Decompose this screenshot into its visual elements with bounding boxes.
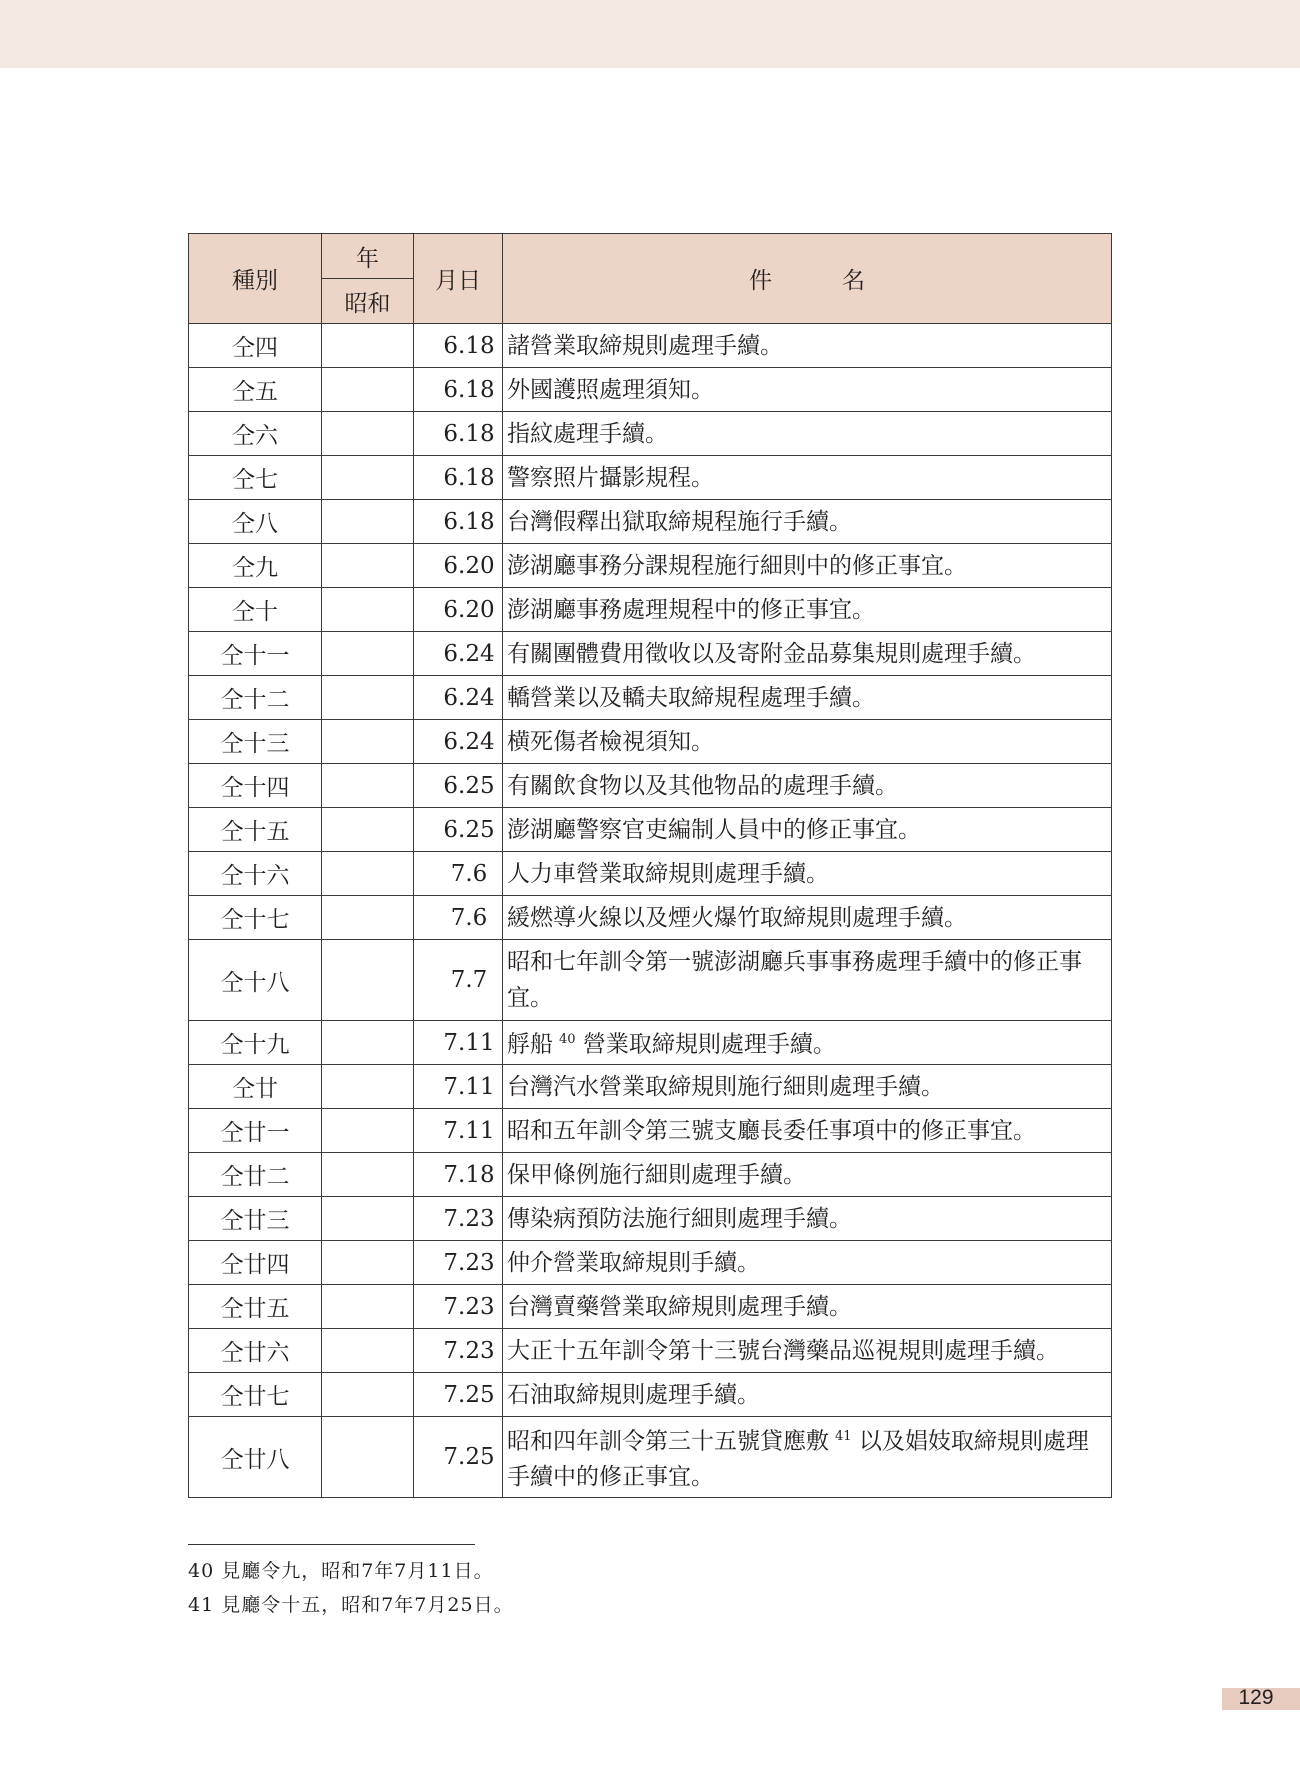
footnote-40: 40 見廳令九，昭和7年7月11日。 [188,1560,494,1582]
row-title-text: 外國護照處理須知。 [507,376,714,403]
row-title-text: 有關飲食物以及其他物品的處理手續。 [507,772,898,799]
row-year [322,1329,414,1373]
row-year [322,764,414,808]
row-title-text: 澎湖廳事務分課規程施行細則中的修正事宜。 [507,552,967,579]
row-title [503,852,1112,896]
footnote-marker: 41 [835,1428,852,1444]
row-title [503,1285,1112,1329]
table-row [189,368,1112,412]
table-row [189,1241,1112,1285]
table-row [189,1329,1112,1373]
table-row [189,544,1112,588]
row-title-text: 台灣賣藥營業取締規則處理手續。 [507,1293,852,1320]
table-row [189,456,1112,500]
row-year [322,500,414,544]
row-category: 仝十二 [189,676,322,720]
row-year [322,808,414,852]
row-year [322,1285,414,1329]
row-date: 6.24 [414,676,503,720]
row-date: 6.25 [414,764,503,808]
table-body [189,324,1112,1498]
row-year [322,1065,414,1109]
table-row [189,676,1112,720]
table-row [189,324,1112,368]
row-category: 仝廿四 [189,1241,322,1285]
row-title-text: 台灣汽水營業取締規則施行細則處理手續。 [507,1073,944,1100]
row-title-text: 石油取締規則處理手續。 [507,1381,760,1408]
row-year [322,1109,414,1153]
row-title-text: 有關團體費用徵收以及寄附金品募集規則處理手續。 [507,640,1036,667]
header-category: 種別 [189,234,322,324]
row-title [503,940,1112,1021]
row-date: 6.24 [414,720,503,764]
row-year [322,1417,414,1498]
table-row [189,940,1112,1021]
row-year [322,412,414,456]
header-date: 月日 [414,234,503,324]
table-row [189,1197,1112,1241]
row-category: 仝廿 [189,1065,322,1109]
row-title [503,1021,1112,1065]
row-title [503,500,1112,544]
row-title [503,1109,1112,1153]
row-date: 6.20 [414,544,503,588]
table-row [189,500,1112,544]
order-register-table [188,233,1112,1498]
row-year [322,544,414,588]
row-year [322,632,414,676]
row-date: 7.6 [414,852,503,896]
row-title [503,1329,1112,1373]
row-title [503,412,1112,456]
row-title [503,324,1112,368]
footnote-marker: 40 [559,1032,576,1048]
row-date: 7.23 [414,1197,503,1241]
table-row [189,808,1112,852]
row-title [503,632,1112,676]
row-category: 仝十七 [189,896,322,940]
row-date: 6.18 [414,500,503,544]
row-title-text: 昭和七年訓令第一號澎湖廳兵事事務處理手續中的修正事宜。 [507,949,1082,1011]
row-title [503,368,1112,412]
table-row [189,852,1112,896]
row-date: 6.24 [414,632,503,676]
row-date: 7.7 [414,940,503,1021]
row-category: 仝六 [189,412,322,456]
row-year [322,324,414,368]
row-year [322,456,414,500]
table-row [189,412,1112,456]
row-date: 7.23 [414,1241,503,1285]
row-category: 仝十 [189,588,322,632]
row-title-text: 人力車營業取締規則處理手續。 [507,860,829,887]
row-category: 仝廿七 [189,1373,322,1417]
row-category: 仝十六 [189,852,322,896]
row-title [503,588,1112,632]
row-category: 仝十四 [189,764,322,808]
row-category: 仝四 [189,324,322,368]
row-title-text: 緩燃導火線以及煙火爆竹取締規則處理手續。 [507,904,967,931]
row-title-text-rest: 營業取締規則處理手續。 [575,1031,836,1058]
row-category: 仝七 [189,456,322,500]
row-title-text-rest: 以及娼妓取締規則處理手續中的修正事宜。 [507,1428,1089,1491]
table-row [189,1285,1112,1329]
row-category: 仝八 [189,500,322,544]
row-date: 6.18 [414,412,503,456]
row-category: 仝十三 [189,720,322,764]
row-title-text: 台灣假釋出獄取締規程施行手續。 [507,508,852,535]
row-category: 仝廿二 [189,1153,322,1197]
row-category: 仝廿六 [189,1329,322,1373]
footnote-41: 41 見廳令十五，昭和7年7月25日。 [188,1594,514,1616]
row-title-text: 大正十五年訓令第十三號台灣藥品巡視規則處理手續。 [507,1337,1059,1364]
row-title-text: 保甲條例施行細則處理手續。 [507,1161,806,1188]
row-title-text: 昭和四年訓令第三十五號貸應敷 [507,1428,829,1455]
table-row [189,1109,1112,1153]
row-title-text: 澎湖廳警察官吏編制人員中的修正事宜。 [507,816,921,843]
header-year: 年 [322,234,414,279]
row-category: 仝五 [189,368,322,412]
row-year [322,1153,414,1197]
row-title [503,676,1112,720]
row-year [322,940,414,1021]
table-row [189,1021,1112,1065]
row-date: 7.23 [414,1285,503,1329]
row-title-text: 澎湖廳事務處理規程中的修正事宜。 [507,596,875,623]
row-year [322,1373,414,1417]
row-year [322,588,414,632]
table-row [189,1417,1112,1498]
top-color-band [0,0,1300,68]
row-year [322,896,414,940]
row-title-text: 警察照片攝影規程。 [507,464,714,491]
row-date: 7.18 [414,1153,503,1197]
row-category: 仝廿一 [189,1109,322,1153]
row-title [503,1373,1112,1417]
table-row [189,632,1112,676]
row-date: 7.11 [414,1021,503,1065]
row-title-text: 傳染病預防法施行細則處理手續。 [507,1205,852,1232]
row-title [503,764,1112,808]
row-category: 仝十一 [189,632,322,676]
table-row [189,588,1112,632]
row-date: 6.18 [414,368,503,412]
row-category: 仝九 [189,544,322,588]
row-category: 仝十五 [189,808,322,852]
row-title-text: 諸營業取締規則處理手續。 [507,332,783,359]
row-title-text: 昭和五年訓令第三號支廳長委任事項中的修正事宜。 [507,1117,1036,1144]
table-row [189,896,1112,940]
table-row [189,1373,1112,1417]
row-title-text: 指紋處理手續。 [507,420,668,447]
row-year [322,368,414,412]
table-row [189,764,1112,808]
row-title [503,1153,1112,1197]
row-title [503,1197,1112,1241]
row-category: 仝廿三 [189,1197,322,1241]
row-year [322,1021,414,1065]
row-title [503,896,1112,940]
row-year [322,1197,414,1241]
row-title [503,1065,1112,1109]
row-category: 仝廿八 [189,1417,322,1498]
row-year [322,852,414,896]
row-category: 仝十八 [189,940,322,1021]
table-row [189,1153,1112,1197]
row-title-text: 轎營業以及轎夫取締規程處理手續。 [507,684,875,711]
table-row [189,1065,1112,1109]
header-title: 件名 [503,234,1112,324]
footnote-rule [188,1544,475,1545]
page-number: 129 [1238,1686,1274,1709]
row-year [322,1241,414,1285]
row-title [503,1241,1112,1285]
row-date: 7.25 [414,1417,503,1498]
row-title-text: 横死傷者檢視須知。 [507,728,714,755]
row-date: 6.20 [414,588,503,632]
row-date: 7.11 [414,1109,503,1153]
row-title-text: 艀船 [507,1031,553,1058]
table-header [189,234,1112,324]
row-title-text: 仲介營業取締規則手續。 [507,1249,760,1276]
row-date: 6.18 [414,324,503,368]
row-year [322,720,414,764]
row-date: 7.11 [414,1065,503,1109]
row-date: 7.25 [414,1373,503,1417]
row-date: 7.6 [414,896,503,940]
row-date: 6.25 [414,808,503,852]
row-date: 7.23 [414,1329,503,1373]
row-date: 6.18 [414,456,503,500]
row-title [503,544,1112,588]
row-title [503,1417,1112,1498]
row-year [322,676,414,720]
table-row [189,720,1112,764]
row-title [503,720,1112,764]
header-era: 昭和 [322,279,414,324]
row-category: 仝十九 [189,1021,322,1065]
row-title [503,456,1112,500]
row-category: 仝廿五 [189,1285,322,1329]
row-title [503,808,1112,852]
